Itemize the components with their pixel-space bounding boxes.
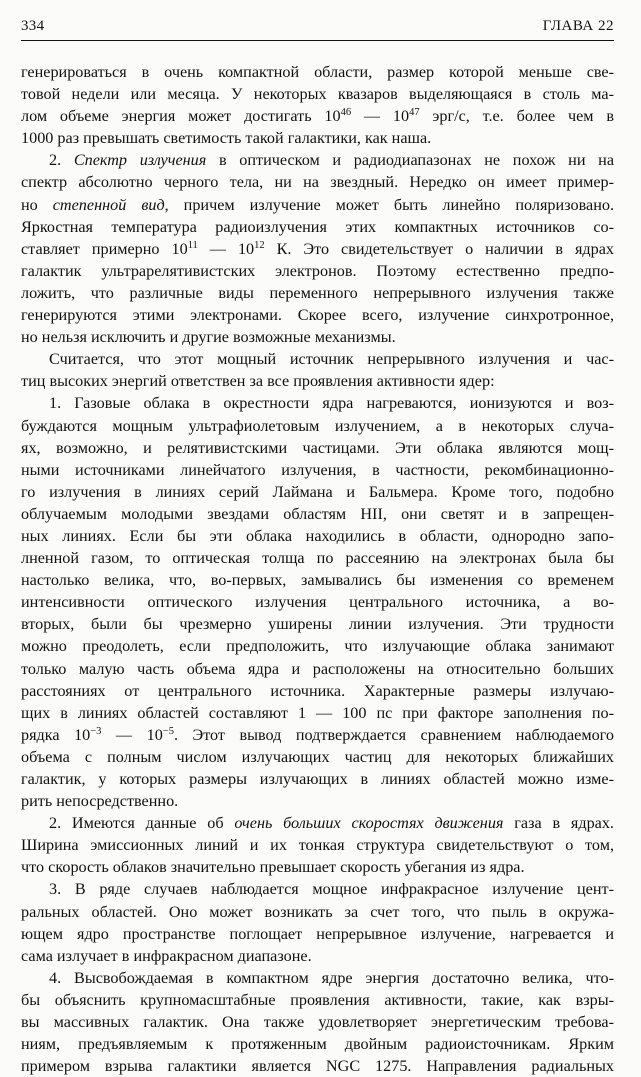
text-span: генерироваться в очень компактной области, размер которой меньше све- [21,63,614,81]
text-span: 4. Высвобождаемая в компактном ядре энергия достаточно велика, что- [49,968,614,987]
text-span: Яркостная температура радиоизлучения этих компактных источников со- [21,217,614,236]
text-line [21,525,614,547]
text-line [21,790,614,812]
header-rule [21,40,614,41]
text-span: тиц высоких энергий ответствен за все проявления активности ядер: [21,372,495,391]
text-line [21,724,614,746]
text-span: сама излучает в инфракрасном диапазоне. [21,946,312,965]
text-line [21,326,614,348]
text-span: ральных областей. Оно может возникать за счет того, что пыль в окружа- [21,902,614,921]
text-span: только малую часть объема ядра и расположены на относительно больших [21,659,614,678]
text-span: но [21,195,53,214]
text-span: , причем излучение может быть линейно поляризовано. [164,195,614,214]
exponent: −5 [162,725,174,737]
text-line [21,945,614,967]
text-span: в оптическом и радиодиапазонах не похож ни на [206,151,614,170]
text-span: рить непосредственно. [21,792,179,811]
text-line [21,1033,614,1055]
text-span: эрг/с, т.е. более чем в [419,107,614,126]
text-span: — 10 [351,107,410,126]
text-line [21,415,614,437]
text-span: щих в линиях областей составляют 1 — 100 пс при факторе заполнения по- [21,703,614,722]
text-span: ложить, что различные виды переменного непрерывного излучения также [21,283,614,302]
text-span: — 10 [197,239,255,258]
text-span: буждаются мощным ультрафиолетовым излучением, а в некоторых случа- [21,416,614,435]
text-line [21,61,614,83]
italic-term: степенной вид [52,195,165,214]
exponent: 46 [340,107,352,119]
text-line [21,127,614,149]
text-span: расстояниях от центрального источника. Характерные размеры излучаю- [21,681,614,700]
text-line [21,1011,614,1033]
running-header [21,18,614,42]
text-line [21,194,614,216]
text-span: 1. Газовые облака в окрестности ядра нагреваются, ионизуются и воз- [49,394,614,413]
text-span: рядка 10 [21,725,91,744]
text-span: примером взрыва галактики является NGC 1275. Направления радиальных [21,1057,614,1076]
text-span: ставляет примерно 10 [21,239,188,258]
text-line [21,547,614,569]
text-span: газа в ядрах. [503,814,614,833]
text-span: ниям, предъявляемым к протяженным двойным радиоисточникам. Ярким [21,1035,614,1054]
text-span: Ширина эмиссионных линий и их тонкая структура свидетельствуют о том, [21,836,614,855]
text-line [21,856,614,878]
text-span: спектр абсолютно черного тела, ни на звездный. Нередко он имеет пример- [21,173,614,192]
text-span: ющем ядро пространстве поглощает непрерывное излучение, нагревается и [21,924,614,943]
text-line [21,967,614,989]
text-span: объема с полным числом излучающих частиц для некоторых ближайших [21,747,614,766]
text-span: но нельзя исключить и другие возможные механизмы. [21,328,396,347]
text-span: лненной газом, то оптическая толща по рассеянию на электронах была бы [21,549,614,568]
text-line [21,83,614,105]
text-span: 3. В ряде случаев наблюдается мощное инфракрасное излучение цент- [49,880,614,899]
text-line [21,812,614,834]
text-line [21,746,614,768]
text-line [21,1055,614,1077]
text-span: ях, возможно, и релятивистскими частицами. Эти облака являются мощ- [21,438,614,457]
text-line [21,282,614,304]
text-line [21,459,614,481]
text-span: 2. Имеются данные об [49,814,235,833]
text-line [21,304,614,326]
text-line [21,569,614,591]
text-line [21,613,614,635]
text-span: Считается, что этот мощный источник непрерывного излучения и час- [49,350,614,369]
text-line [21,658,614,680]
text-span: К. Это свидетельствует о наличии в ядрах [264,239,614,258]
text-line [21,901,614,923]
text-span: облучаемым молодыми звездами областям HII, они светят и в запрещен- [21,504,614,523]
text-span: лом объеме энергия может достигать 10 [21,107,341,126]
text-line [21,348,614,370]
text-span: галактик, у которых размеры излучающих в линиях областей можно измe- [21,770,614,788]
text-line [21,238,614,260]
text-line [21,216,614,238]
text-line [21,591,614,613]
text-line [21,878,614,900]
text-span: можно преодолеть, если предположить, что излучающие облака занимают [21,637,614,656]
text-span: бы объяснить крупномасштабные проявления активности, такие, как взры- [21,990,614,1009]
text-span: интенсивности оптического излучения центрального источника, а во- [21,593,614,612]
text-span: генерируются этими электронами. Скорее всего, излучение синхротронное, [21,306,614,325]
text-line [21,171,614,193]
text-span: го излучения в линиях серий Лаймана и Бальмера. Кроме того, подобно [21,482,614,501]
text-line [21,768,614,790]
exponent: 12 [254,239,265,251]
text-span: 1000 раз превышать светимость такой галактики, как наша. [21,129,432,148]
text-line [21,370,614,392]
text-line [21,923,614,945]
text-span: галактик ультрарелятивистских электронов. Поэтому естественно предпо- [21,261,614,280]
text-line [21,503,614,525]
exponent: 47 [409,107,420,119]
text-line [21,834,614,856]
text-line [21,437,614,459]
text-span: вы массивных галактик. Она также удовлетворяет энергетическим требова- [21,1013,614,1032]
exponent: 11 [187,239,198,251]
text-span: — 10 [101,725,163,744]
text-span: . Этот вывод подтверждается сравнением наблюдаемого [173,725,614,744]
italic-term: Спектр излучения [73,151,207,170]
body-text [21,61,614,1077]
text-line [21,680,614,702]
exponent: −3 [90,725,102,737]
text-line [21,149,614,171]
text-span: ных линиях. Если бы эти облака находились в области, однородно запо- [21,526,614,545]
text-line [21,392,614,414]
text-line [21,702,614,724]
text-span: что скорость облаков значительно превышает скорость убегания из ядра. [21,858,525,877]
text-span: ными источниками линейчатого излучения, в частности, рекомбинационно- [21,460,614,479]
chapter-title: ГЛАВА 22 [542,18,614,34]
text-line [21,635,614,657]
text-span: вторых, были бы чрезмерно уширены линии излучения. Эти трудности [21,615,614,634]
page-number: 334 [21,18,45,34]
text-line [21,260,614,282]
text-span: товой недели или месяца. У некоторых квазаров выделяющаяся в столь ма- [21,85,614,104]
italic-term: очень больших скоростях движения [234,814,504,833]
text-line [21,481,614,503]
text-span: 2. [49,151,74,170]
text-span: настолько велика, что, во-первых, замывались бы изменения со временем [21,571,614,590]
text-line [21,105,614,127]
